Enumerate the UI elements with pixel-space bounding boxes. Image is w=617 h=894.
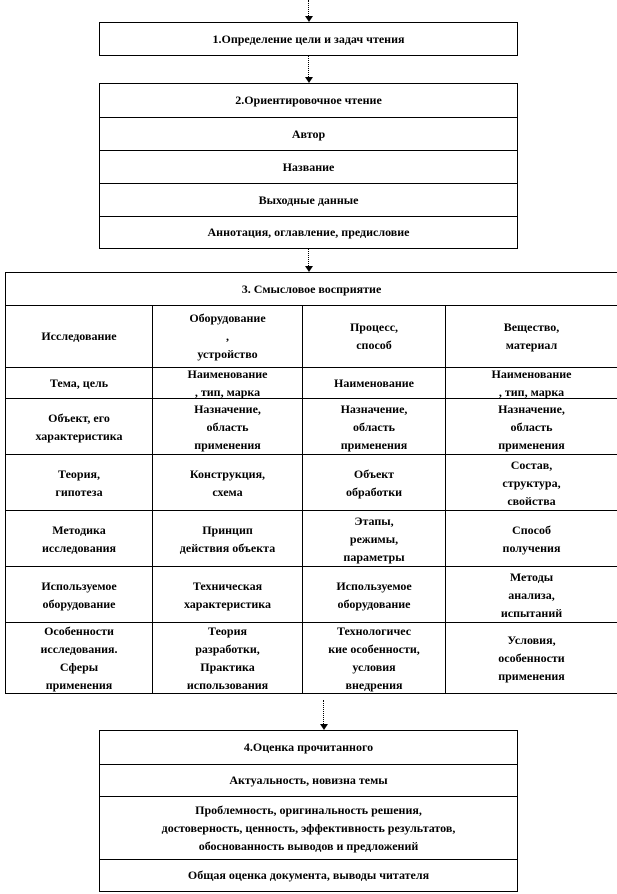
step3-title: 3. Смысловое восприятие xyxy=(6,273,617,306)
header-research: Исследование xyxy=(6,305,153,368)
table-cell: Особенности исследования. Сферы применения xyxy=(6,623,153,693)
table-cell: Объект обработки xyxy=(303,455,446,511)
table-cell: Назначение, область применения xyxy=(303,399,446,455)
flow-arrow-2-3 xyxy=(304,249,314,272)
table-cell: Условия, особенности применения xyxy=(498,633,565,683)
flow-arrow-top xyxy=(304,0,314,22)
flow-arrow-1-2 xyxy=(304,56,314,83)
table-cell: Тема, цель xyxy=(6,368,153,399)
table-cell: Объект, его характеристика xyxy=(6,399,153,455)
header-process: Процесс, способ xyxy=(303,305,446,368)
step4-box xyxy=(99,730,518,892)
table-cell: Методика исследования xyxy=(6,511,153,567)
step3-table xyxy=(5,272,617,694)
table-cell: Этапы, режимы, параметры xyxy=(303,511,446,567)
flow-arrow-3-4 xyxy=(319,700,329,730)
header-substance: Вещество, материал xyxy=(446,305,617,368)
step2-item-annotation: Аннотация, оглавление, предисловие xyxy=(100,216,517,248)
step4-title: 4.Оценка прочитанного xyxy=(243,740,374,754)
step1-box xyxy=(99,22,518,56)
table-cell: Используемое оборудование xyxy=(6,567,153,623)
table-cell: Теория разработки, Практика использования xyxy=(153,623,303,693)
table-cell: Конструкция, схема xyxy=(153,455,303,511)
table-cell: Состав, структура, свойства xyxy=(446,455,617,511)
table-cell: Наименование , тип, марка xyxy=(446,368,617,399)
table-cell: Принцип действия объекта xyxy=(153,511,303,567)
table-cell: Используемое оборудование xyxy=(303,567,446,623)
table-cell: Назначение, область применения xyxy=(153,399,303,455)
table-cell: Техническая характеристика xyxy=(153,567,303,623)
table-cell: Наименование , тип, марка xyxy=(153,368,303,399)
step2-item-author: Автор xyxy=(100,117,517,150)
step4-item-relevance: Актуальность, новизна темы xyxy=(100,764,517,796)
step1-title: 1.Определение цели и задач чтения xyxy=(212,31,405,46)
table-cell: Теория, гипотеза xyxy=(6,455,153,511)
step2-item-imprint: Выходные данные xyxy=(100,183,517,216)
table-cell: Наименование xyxy=(303,368,446,399)
table-cell: Методы анализа, испытаний xyxy=(446,567,617,623)
step2-item-name: Название xyxy=(100,150,517,183)
step2-title: 2.Ориентировочное чтение xyxy=(235,93,382,107)
header-equipment: Оборудование , устройство xyxy=(153,305,303,368)
table-cell: Способ получения xyxy=(446,511,617,567)
step4-item-problems: Проблемность, оригинальность решения, достоверность, ценность, эффективность результатов, обоснованность выводов и предложений xyxy=(100,796,517,859)
step4-item-overall: Общая оценка документа, выводы читателя xyxy=(100,859,517,891)
table-cell: Технологичес кие особенности, условия внедрения xyxy=(303,623,446,693)
step2-box xyxy=(99,83,518,249)
table-cell: Назначение, область применения xyxy=(446,399,617,455)
